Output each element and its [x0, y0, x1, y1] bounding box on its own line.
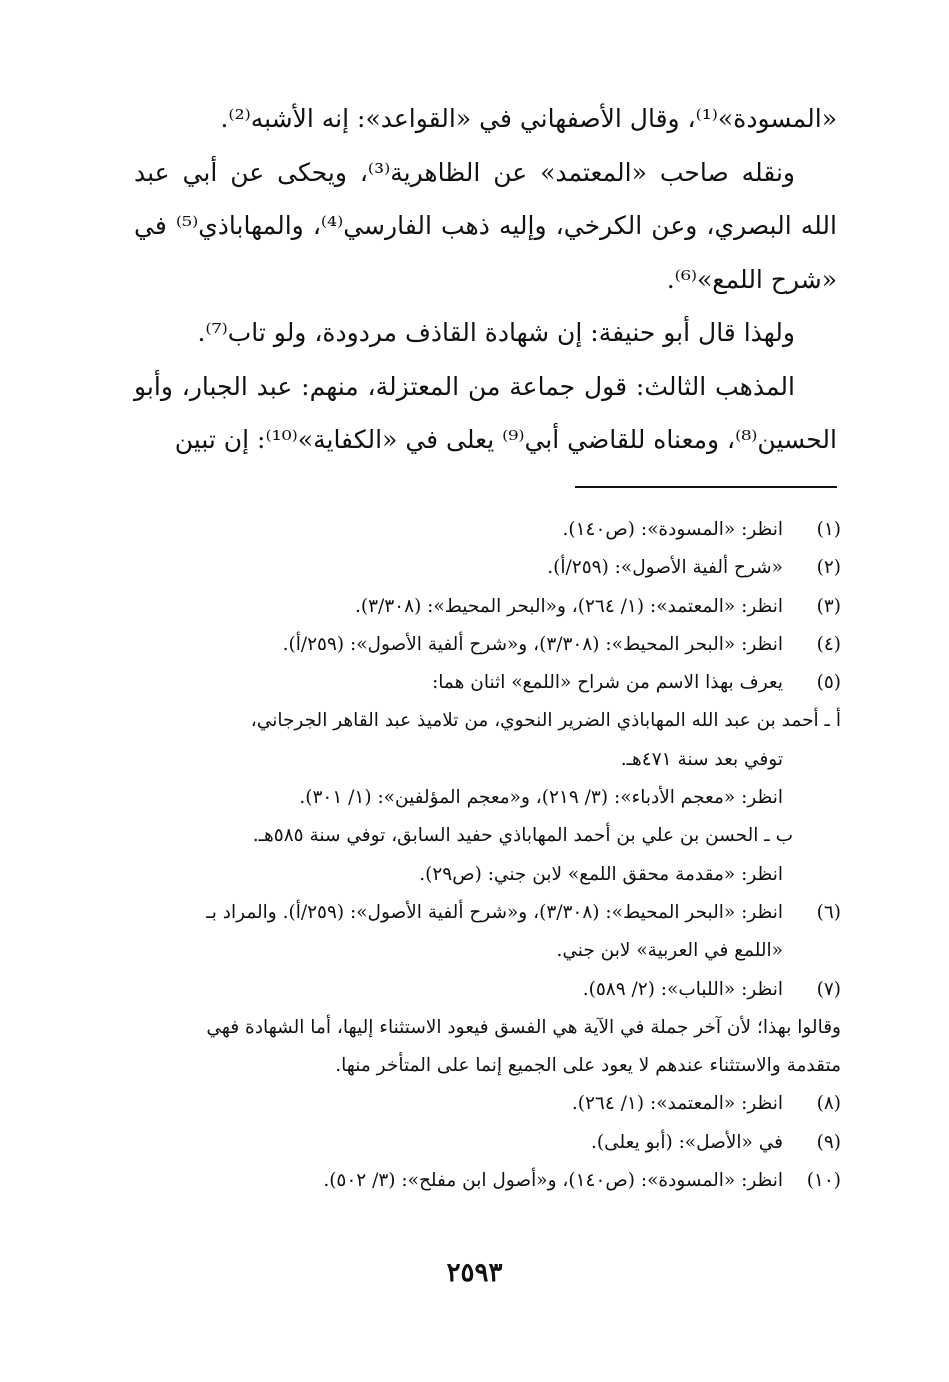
footnote-number: (١٠) — [806, 1170, 841, 1192]
footnote-number: (٣) — [816, 595, 841, 617]
footnote — [134, 1124, 841, 1162]
footnote-text: انظر: «اللباب»: (٢/ ٥٨٩). — [582, 978, 783, 1000]
footnote-text: انظر: «البحر المحيط»: (٣/٣٠٨)، و«شرح ألفية الأصول»: (٢٥٩/أ). — [282, 633, 783, 655]
page-number: ٢٥٩٣ — [446, 1258, 503, 1288]
footnote-text: انظر: «المعتمد»: (١/ ٢٦٤)، و«البحر المحيط»: (٣/٣٠٨). — [354, 595, 783, 617]
footnote — [134, 894, 841, 932]
footnote-number: (٨) — [816, 1093, 841, 1115]
footnote-number: (٤) — [816, 633, 841, 655]
footnote-number: (٢) — [816, 557, 841, 579]
footnote-continuation: وقالوا بهذا؛ لأن آخر جملة في الآية هي الفسق فيعود الاستثناء إليها، أما الشهادة فهي — [206, 1016, 841, 1038]
footnote-number: (٧) — [816, 978, 841, 1000]
footnotes — [134, 511, 841, 1200]
footnote-number: (٥) — [816, 672, 841, 694]
footnote-number: (٦) — [816, 901, 841, 923]
paragraph: ونقله صاحب «المعتمد» عن الظاهرية⁽³⁾، ويحكى عن أبي عبد الله البصري، وعن الكرخي، وإليه ذهب الفارسي⁽⁴⁾، والمهاباذي⁽⁵⁾ في «شرح اللمع»⁽⁶⁾. — [134, 157, 837, 294]
footnote-reference: انظر: «مقدمة محقق اللمع» لابن جني: (ص٢٩). — [419, 863, 783, 885]
footnote-continuation: متقدمة والاستثناء عندهم لا يعود على الجميع إنما على المتأخر منها. — [335, 1055, 841, 1077]
footnote — [134, 549, 841, 587]
paragraph: «المسودة»⁽¹⁾، وقال الأصفهاني في «القواعد»: إنه الأشبه⁽²⁾. — [220, 104, 837, 133]
footnote — [134, 626, 841, 664]
footnote-subitem-continuation: توفي بعد سنة ٤٧١هـ. — [620, 748, 783, 770]
footnote — [134, 664, 841, 702]
footnote-reference: انظر: «معجم الأدباء»: (٣/ ٢١٩)، و«معجم المؤلفين»: (١/ ٣٠١). — [299, 787, 783, 809]
paragraph: ولهذا قال أبو حنيفة: إن شهادة القاذف مردودة، ولو تاب⁽⁷⁾. — [197, 318, 795, 347]
footnote-text: انظر: «المسودة»: (ص١٤٠). — [562, 519, 783, 540]
paragraph: المذهب الثالث: قول جماعة من المعتزلة، منهم: عبد الجبار، وأبو الحسين⁽⁸⁾، ومعناه للقاضي أبي⁽⁹⁾ يعلى في «الكفاية»⁽¹⁰⁾: إن تبين — [134, 371, 837, 454]
footnote-text: انظر: «البحر المحيط»: (٣/٣٠٨)، و«شرح ألفية الأصول»: (٢٥٩/أ). والمراد بـ — [206, 901, 783, 923]
footnote-text: انظر: «المسودة»: (ص١٤٠)، و«أصول ابن مفلح»: (٣/ ٥٠٢). — [323, 1170, 783, 1192]
footnote-text: يعرف بهذا الاسم من شراح «اللمع» اثنان هما: — [432, 672, 783, 694]
footnote-continuation: «اللمع في العربية» لابن جني. — [556, 940, 783, 962]
footnote — [134, 971, 841, 1009]
footnote — [134, 511, 841, 549]
footnote-text: انظر: «المعتمد»: (١/ ٢٦٤). — [571, 1093, 783, 1115]
main-text — [134, 92, 837, 467]
footnote-text: «شرح ألفية الأصول»: (٢٥٩/أ). — [547, 557, 783, 579]
footnote-separator — [575, 486, 837, 488]
footnote-subitem: ب ـ الحسن بن علي بن أحمد المهاباذي حفيد السابق، توفي سنة ٥٨٥هـ. — [252, 825, 793, 847]
footnote-subitem: أ ـ أحمد بن عبد الله المهاباذي الضرير النحوي، من تلاميذ عبد القاهر الجرجاني، — [250, 710, 841, 732]
footnote-number: (٩) — [816, 1131, 841, 1153]
footnote-number: (١) — [816, 519, 841, 540]
footnote-text: في «الأصل»: (أبو يعلى). — [591, 1131, 783, 1153]
footnote — [134, 1085, 841, 1123]
footnote — [134, 588, 841, 626]
footnote — [134, 1162, 841, 1200]
